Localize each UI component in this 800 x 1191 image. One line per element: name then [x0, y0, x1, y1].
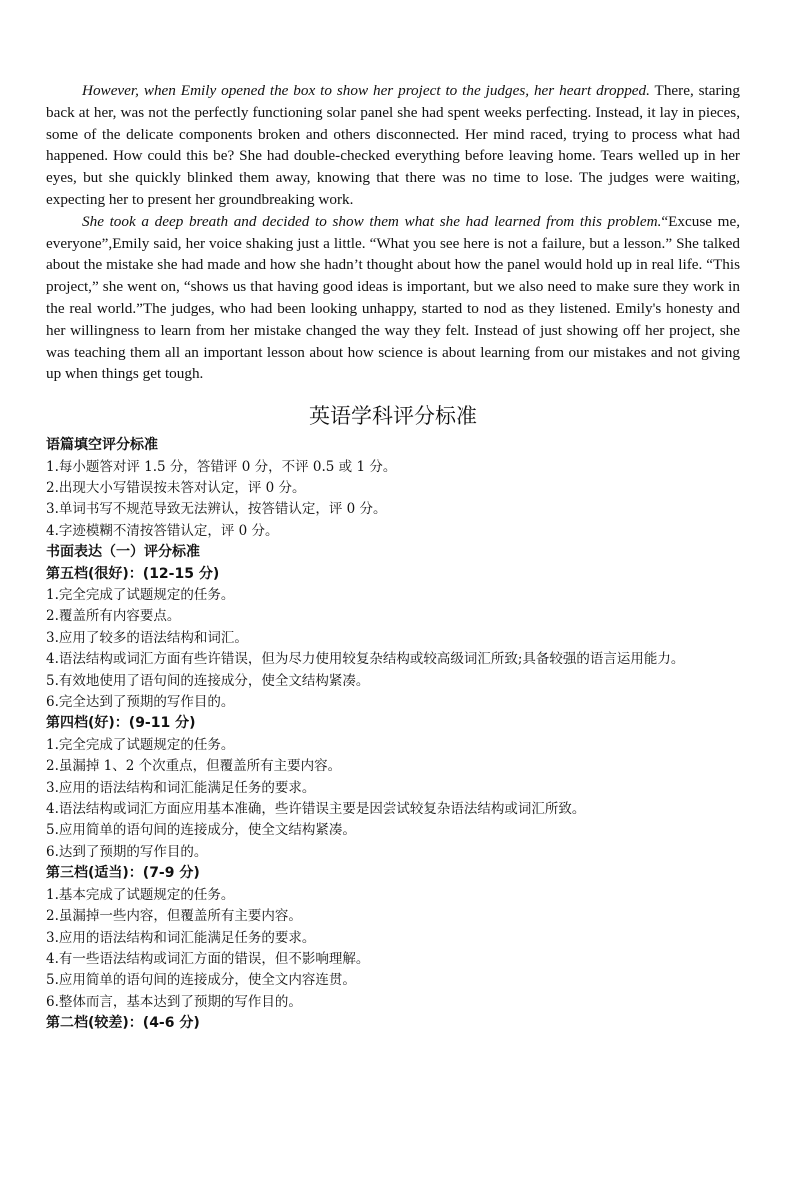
cloze-rubric-item: 2.出现大小写错误按未答对认定，评 0 分。 [46, 479, 306, 496]
story-paragraph-1 [46, 80, 740, 211]
story-paragraph-2-body: “Excuse me, everyone”,Emily said, her voice shaking just a little. “What you see here is not a failure, but a lesson.” She talked about the mistake she had made and how she hadn’t thought about how the panel would hold up in real life. “This project,” she went on, “shows us that having good ideas is important, but we also need to make sure they work in the real world.”The judges, who had been looking unhappy, started to nod as they listened. Emily's honesty and her willingness to learn from her mistake changed the way they felt. Instead of just showing off her project, she was teaching them all an important lesson about how science is about learning from our mistakes and not giving up when things get tough. [46, 212, 740, 383]
level-5-item: 3.应用了较多的语法结构和词汇。 [46, 629, 248, 646]
level-3-item: 6.整体而言，基本达到了预期的写作目的。 [46, 993, 302, 1010]
level-4-item: 5.应用简单的语句间的连接成分，使全文结构紧凑。 [46, 822, 356, 839]
level-4-item: 4.语法结构或词汇方面应用基本准确，些许错误主要是因尝试较复杂语法结构或词汇所致。 [46, 801, 586, 818]
level-5-title: 第五档(很好)：(12-15 分) [46, 565, 220, 582]
level-4-item: 2.虽漏掉 1、2 个次重点，但覆盖所有主要内容。 [46, 758, 342, 775]
level-4-item: 1.完全完成了试题规定的任务。 [46, 736, 235, 753]
level-3-item: 3.应用的语法结构和词汇能满足任务的要求。 [46, 929, 316, 946]
cloze-rubric-item: 3.单词书写不规范导致无法辨认，按答错认定，评 0 分。 [46, 501, 387, 518]
level-4-title: 第四档(好)：(9-11 分) [46, 715, 196, 732]
level-5-item: 2.覆盖所有内容要点。 [46, 608, 181, 625]
cloze-rubric [46, 435, 740, 542]
story-paragraph-1-body: There, staring back at her, was not the perfectly functioning solar panel she had spent weeks perfecting. Instead, it lay in pieces, some of the delicate components broken and others disconnected. Her mind raced, trying to process what had happened. How could this be? She had double-checked everything before leaving home. Tears welled up in her eyes, but she quickly blinked them away, knowing that there was no time to lose. The judges were waiting, expecting her to present her groundbreaking work. [46, 82, 740, 208]
level-5-item: 1.完全完成了试题规定的任务。 [46, 587, 235, 603]
level-3-item: 2.虽漏掉一些内容，但覆盖所有主要内容。 [46, 908, 302, 925]
level-3-item: 1.基本完成了试题规定的任务。 [46, 886, 235, 903]
level-5-item: 5.有效地使用了语句间的连接成分，使全文结构紧凑。 [46, 672, 370, 689]
page-heading: 英语学科评分标准 [309, 404, 477, 429]
level-4-item: 6.达到了预期的写作目的。 [46, 843, 208, 860]
writing-rubric-title: 书面表达（一）评分标准 [46, 544, 200, 561]
cloze-rubric-title: 语篇填空评分标准 [46, 437, 158, 454]
level-3-item: 4.有一些语法结构或词汇方面的错误，但不影响理解。 [46, 950, 370, 967]
cloze-rubric-item: 1.每小题答对评 1.5 分，答错评 0 分，不评 0.5 或 1 分。 [46, 458, 397, 475]
level-4-item: 3.应用的语法结构和词汇能满足任务的要求。 [46, 779, 316, 796]
story-paragraph-2 [46, 211, 740, 385]
cloze-rubric-item: 4.字迹模糊不清按答错认定，评 0 分。 [46, 522, 279, 539]
level-2-title: 第二档(较差)：(4-6 分) [46, 1015, 200, 1032]
story-paragraph-1-lead: However, when Emily opened the box to show her project to the judges, her heart dropped. [82, 82, 650, 99]
writing-rubric [46, 542, 740, 1034]
document-page [46, 80, 740, 1035]
level-3-title: 第三档(适当)：(7-9 分) [46, 865, 200, 882]
story-paragraph-2-lead: She took a deep breath and decided to show them what she had learned from this problem. [82, 212, 662, 230]
level-5-item: 4.语法结构或词汇方面有些许错误，但为尽力使用较复杂结构或较高级词汇所致;具备较强的语言运用能力。 [46, 651, 685, 668]
level-3-item: 5.应用简单的语句间的连接成分，使全文内容连贯。 [46, 972, 356, 989]
level-5-item: 6.完全达到了预期的写作目的。 [46, 694, 235, 711]
